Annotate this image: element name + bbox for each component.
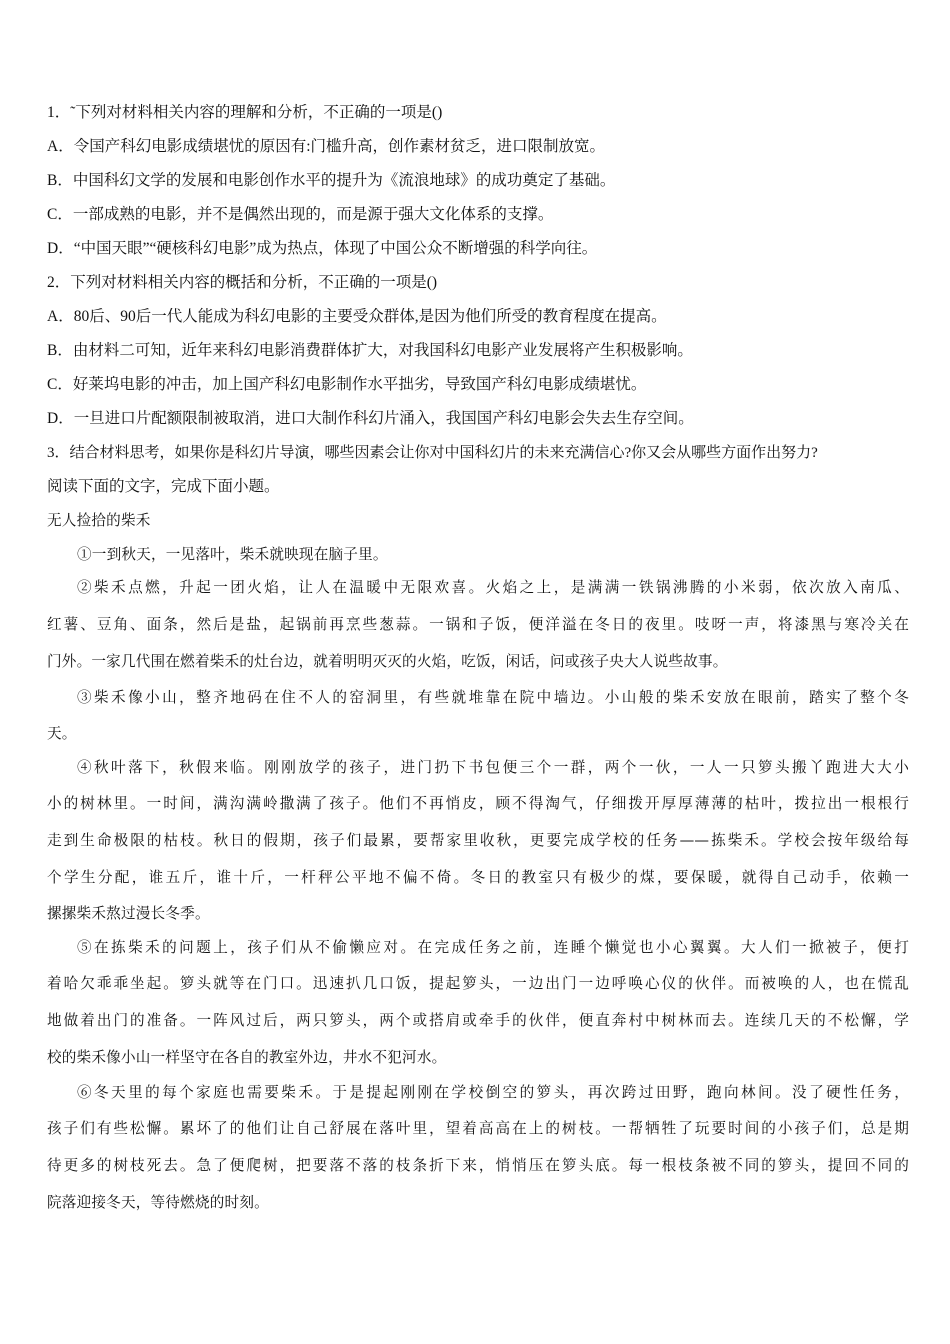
paragraph-5-line: 地做着出门的准备。一阵风过后，两只箩头，两个或搭肩或牵手的伙伴，便直奔村中树林而去。连续几天的不松懈，学: [47, 1012, 909, 1029]
question-1-option-b: B．中国科幻文学的发展和电影创作水平的提升为《流浪地球》的成功奠定了基础。: [47, 172, 616, 189]
paragraph-2-line: 红薯、豆角、面条，然后是盐，起锅前再烹些葱蒜。一锅和子饭，便洋溢在冬日的夜里。吱呀一声，将漆黑与寒冷关在: [47, 616, 909, 633]
question-2-option-c: C．好莱坞电影的冲击，加上国产科幻电影制作水平拙劣，导致国产科幻电影成绩堪忧。: [47, 376, 647, 393]
paragraph-3-line: 天。: [47, 725, 77, 742]
question-1-option-d: D．“中国天眼”“硬核科幻电影”成为热点，体现了中国公众不断增强的科学向往。: [47, 240, 598, 257]
reading-instruction: 阅读下面的文字，完成下面小题。: [47, 478, 280, 495]
question-1-stem: 1．˜下列对材料相关内容的理解和分析，不正确的一项是(): [47, 104, 443, 121]
paragraph-5-line: 校的柴禾像小山一样坚守在各自的教室外边，井水不犯河水。: [47, 1049, 447, 1066]
paragraph-5-line: ⑤在拣柴禾的问题上，孩子们从不偷懒应对。在完成任务之前，连睡个懒觉也小心翼翼。大人们一掀被子，便打: [77, 939, 909, 956]
question-1-option-a: A．令国产科幻电影成绩堪忧的原因有:门槛升高，创作素材贫乏，进口限制放宽。: [47, 138, 606, 155]
paragraph-6-line: 孩子们有些松懈。累坏了的他们让自己舒展在落叶里，望着高高在上的树枝。一帮牺牲了玩要时间的小孩子们，总是期: [47, 1120, 909, 1137]
paragraph-4-line: ④秋叶落下，秋假来临。刚刚放学的孩子，进门扔下书包便三个一群，两个一伙，一人一只箩头搬丫跑进大大小: [77, 759, 909, 776]
paragraph-4-line: 小的树林里。一时间，满沟满岭撒满了孩子。他们不再悄皮，顾不得淘气，仔细拨开厚厚薄薄的枯叶，拨拉出一根根行: [47, 795, 909, 812]
article-title: 无人捡拾的柴禾: [47, 512, 151, 529]
paragraph-4-line: 摞摞柴禾熬过漫长冬季。: [47, 905, 210, 922]
question-1-option-c: C．一部成熟的电影，并不是偶然出现的，而是源于强大文化体系的支撑。: [47, 206, 554, 223]
paragraph-4-line: 走到生命极限的枯枝。秋日的假期，孩子们最累，要帮家里收秋，更要完成学校的任务——拣柴禾。学校会按年级给每: [47, 832, 909, 849]
question-2-option-d: D．一旦进口片配额限制被取消，进口大制作科幻片涌入，我国国产科幻电影会失去生存空间。: [47, 410, 694, 427]
paragraph-3-line: ③柴禾像小山，整齐地码在住不人的窑洞里，有些就堆靠在院中墙边。小山般的柴禾安放在眼前，踏实了整个冬: [77, 689, 909, 706]
paragraph-6-line: 院落迎接冬天，等待燃烧的时刻。: [47, 1194, 269, 1211]
paragraph-4-line: 个学生分配，谁五斤，谁十斤，一杆秤公平地不偏不倚。冬日的教室只有极少的煤，要保暖，就得自己动手，依赖一: [47, 869, 909, 886]
paragraph-1-line: ①一到秋天，一见落叶，柴禾就映现在脑子里。: [77, 546, 388, 563]
question-3-stem: 3．结合材料思考，如果你是科幻片导演，哪些因素会让你对中国科幻片的未来充满信心?你又会从哪些方面作出努力?: [47, 445, 818, 461]
question-2-option-b: B．由材料二可知，近年来科幻电影消费群体扩大，对我国科幻电影产业发展将产生积极影响。: [47, 342, 693, 359]
paragraph-6-line: ⑥冬天里的每个家庭也需要柴禾。于是提起刚刚在学校倒空的箩头，再次跨过田野，跑向林间。没了硬性任务，: [77, 1084, 909, 1101]
paragraph-6-line: 待更多的树枝死去。急了便爬树，把要落不落的枝条折下来，悄悄压在箩头底。每一根枝条被不同的箩头，提回不同的: [47, 1157, 909, 1174]
paragraph-2-line: 门外。一家几代围在燃着柴禾的灶台边，就着明明灭灭的火焰，吃饭，闲话，问或孩子央大人说些故事。: [47, 653, 728, 670]
question-2-option-a: A．80后、90后一代人能成为科幻电影的主要受众群体,是因为他们所受的教育程度在提高。: [47, 308, 667, 325]
question-2-stem: 2．下列对材料相关内容的概括和分析，不正确的一项是(): [47, 274, 438, 291]
paragraph-2-line: ②柴禾点燃，升起一团火焰，让人在温暖中无限欢喜。火焰之上，是满满一铁锅沸腾的小米弱，依次放入南瓜、: [77, 579, 909, 596]
paragraph-5-line: 着哈欠乖乖坐起。箩头就等在门口。迅速扒几口饭，提起箩头，一边出门一边呼唤心仪的伙伴。而被唤的人，也在慌乱: [47, 975, 909, 992]
